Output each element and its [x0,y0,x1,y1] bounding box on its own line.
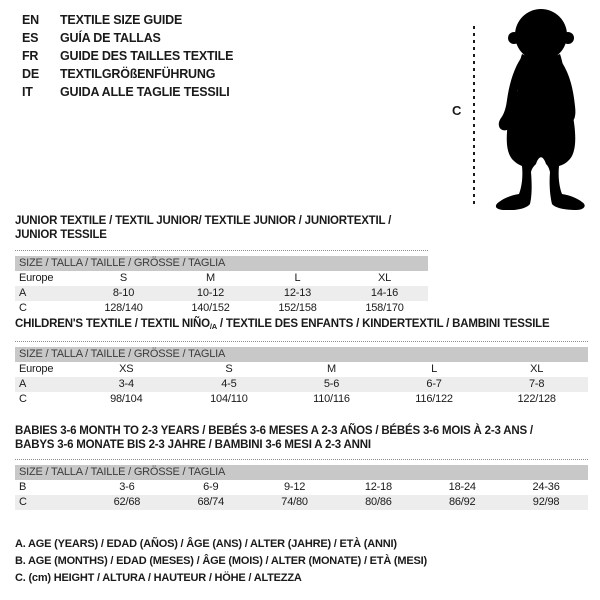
table-cell: 3-4 [118,378,134,390]
table-cell: 110/116 [313,393,350,405]
baby-silhouette [484,4,600,210]
height-measure-label: C [452,103,462,118]
table-cell: XL [530,363,544,375]
table-cell: 122/128 [517,393,556,405]
measurement-legend [15,536,427,587]
language-row [22,47,233,65]
table-cell: 140/152 [191,302,230,314]
height-measure-dashed-line [473,26,475,206]
junior-textile-table [15,214,428,316]
language-title: TEXTILE SIZE GUIDE [60,13,183,27]
table-cell: 14-16 [370,287,399,299]
table-cell: 158/170 [365,302,404,314]
table-row [15,377,588,392]
table-cell: 62/68 [113,496,141,508]
table-cell: XL [377,272,392,284]
table-row [15,301,428,316]
table-row [15,392,588,407]
table-title-line [15,317,588,334]
language-title: GUIDA ALLE TAGLIE TESSILI [60,85,230,99]
table-cell: M [206,272,215,284]
table-cell: 6-7 [426,378,442,390]
table-row [15,495,588,510]
table-cell: 8-10 [112,287,135,299]
table-cell: S [119,272,128,284]
size-label-row [15,271,428,286]
table-cell: 7-8 [529,378,545,390]
language-title: GUÍA DE TALLAS [60,31,161,45]
language-row [22,29,233,47]
row-label: A [19,287,27,299]
table-cell: 80/86 [365,496,392,508]
title-text: CHILDREN'S TEXTILE / TEXTIL NIÑO [15,318,210,330]
row-label: Europe [19,272,54,284]
table-cell: 12-13 [283,287,312,299]
size-header-bar: SIZE / TALLA / TAILLE / GRÖSSE / TAGLIA [15,465,588,480]
table-cell: 86/92 [448,496,476,508]
table-title-line [15,214,428,242]
row-label: C [19,302,27,314]
language-code: DE [22,67,39,81]
table-body [15,459,588,510]
language-title: TEXTILGRÖßENFÜHRUNG [60,67,216,81]
legend-line: A. AGE (YEARS) / EDAD (AÑOS) / ÂGE (ANS) / ALTER (JAHRE) / ETÀ (ANNI) [15,538,397,550]
language-code: EN [22,13,39,27]
table-cell: 152/158 [278,302,317,314]
table-cell: L [431,363,438,375]
row-label: Europe [19,363,54,375]
table-row [15,480,588,495]
language-title: GUIDE DES TAILLES TEXTILE [60,49,234,63]
table-cell: 5-6 [323,378,340,390]
table-cell: 68/74 [197,496,224,508]
table-cell: 6-9 [203,481,219,493]
table-cell: 9-12 [283,481,306,493]
title-text: JUNIOR TEXTILE / TEXTIL JUNIOR/ TEXTILE JUNIOR / JUNIORTEXTIL / JUNIOR TESSILE [15,215,392,241]
title-text: BABYS 3-6 MONATE BIS 2-3 JAHRE / BAMBINI 3-6 MESI A 2-3 ANNI [15,439,371,451]
table-title [15,424,588,452]
table-cell: 4-5 [221,378,237,390]
table-cell: 12-18 [364,481,392,493]
row-label: B [19,481,27,493]
language-code: ES [22,31,39,45]
title-text: BABIES 3-6 MONTH TO 2-3 YEARS / BEBÉS 3-6 MESES A 2-3 AÑOS / BÉBÉS 3-6 MOIS À 2-3 ANS / [15,425,533,437]
table-cell: 128/140 [104,302,143,314]
title-subscript: /A [209,322,217,331]
table-cell: 74/80 [281,496,308,508]
table-title-line [15,438,588,452]
babies-textile-table [15,424,588,510]
language-code: FR [22,49,39,63]
title-text: / TEXTILE DES ENFANTS / KINDERTEXTIL / BAMBINI TESSILE [216,318,550,330]
language-code: IT [22,85,33,99]
table-cell: M [327,363,336,375]
table-cell: 24-36 [532,481,560,493]
table-cell: L [294,272,301,284]
table-title [15,214,428,242]
row-label: C [19,496,27,508]
table-body [15,250,428,316]
size-label-row [15,362,588,377]
legend-line: B. AGE (MONTHS) / EDAD (MESES) / ÂGE (MOIS) / ALTER (MONATE) / ETÀ (MESI) [15,555,427,567]
language-row [22,65,233,83]
size-header-bar: SIZE / TALLA / TAILLE / GRÖSSE / TAGLIA [15,256,428,271]
table-title-line [15,424,588,438]
table-cell: 98/104 [110,393,143,405]
table-cell: 92/98 [532,496,560,508]
table-cell: 3-6 [119,481,135,493]
table-body [15,341,588,407]
table-cell: 104/110 [210,393,248,405]
table-row [15,286,428,301]
row-label: C [19,393,27,405]
language-row [22,83,233,101]
table-cell: S [225,363,233,375]
table-cell: 18-24 [448,481,476,493]
legend-line: C. (cm) HEIGHT / ALTURA / HAUTEUR / HÖHE / ALTEZZA [15,572,302,584]
language-row [22,11,233,29]
table-cell: XS [119,363,134,375]
size-header-bar: SIZE / TALLA / TAILLE / GRÖSSE / TAGLIA [15,347,588,362]
table-cell: 10-12 [196,287,225,299]
children-textile-table [15,317,588,407]
row-label: A [19,378,27,390]
language-title-list [22,11,233,101]
table-title [15,317,588,334]
table-cell: 116/122 [415,393,453,405]
